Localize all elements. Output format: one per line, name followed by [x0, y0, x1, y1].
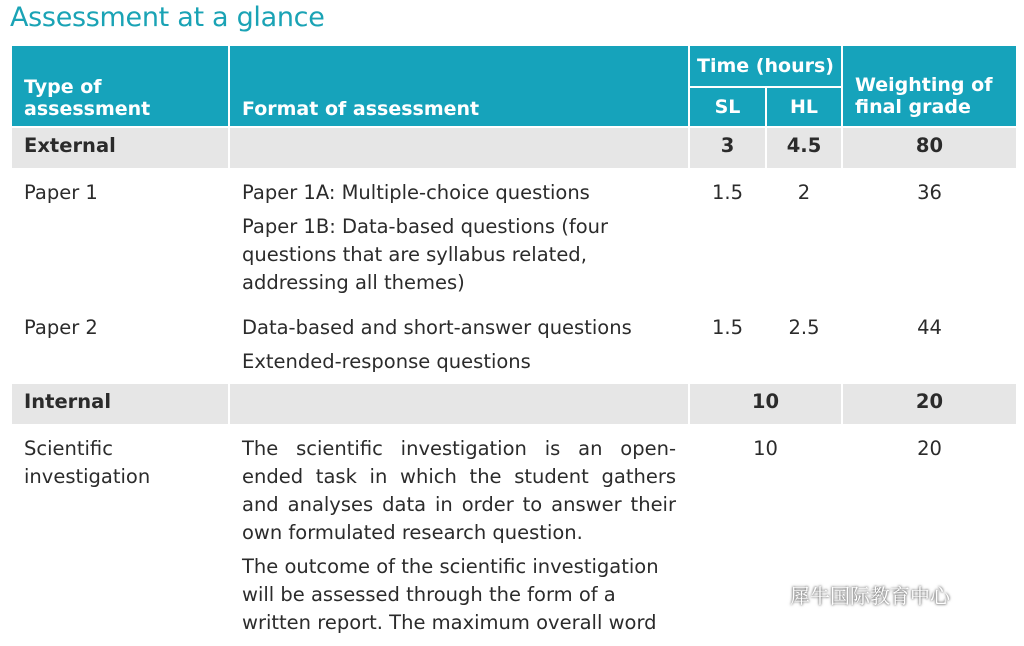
scientific-format-a: The scientific investigation is an open-ended task in which the student gathers and analyses data in order to answer their own formulated research question. — [242, 437, 676, 544]
paper1-format-b: Paper 1B: Data-based questions (four questions that are syllabus related, addressing all themes) — [242, 215, 609, 294]
external-format — [229, 127, 689, 169]
paper2-hl: 2.5 — [766, 304, 842, 383]
row-external — [11, 127, 1017, 169]
paper2-label: Paper 2 — [11, 304, 229, 383]
wechat-icon — [758, 584, 784, 606]
paper2-format-b: Extended-response questions — [242, 350, 531, 373]
external-weight: 80 — [842, 127, 1017, 169]
row-internal — [11, 383, 1017, 425]
paper1-format-a: Paper 1A: Multiple-choice questions — [242, 181, 590, 204]
internal-label: Internal — [11, 383, 229, 425]
paper1-hl: 2 — [766, 169, 842, 304]
paper2-format — [229, 304, 689, 383]
internal-weight: 20 — [842, 383, 1017, 425]
internal-time: 10 — [689, 383, 842, 425]
scientific-weight: 20 — [842, 425, 1017, 645]
row-paper2 — [11, 304, 1017, 383]
scientific-format — [229, 425, 689, 645]
header-format: Format of assessment — [229, 45, 689, 127]
page-title: Assessment at a glance — [10, 2, 325, 33]
header-time: Time (hours) — [689, 45, 842, 87]
paper2-sl: 1.5 — [689, 304, 766, 383]
row-paper1 — [11, 169, 1017, 304]
external-sl: 3 — [689, 127, 766, 169]
header-weighting: Weighting of final grade — [842, 45, 1017, 127]
paper1-weight: 36 — [842, 169, 1017, 304]
header-sl: SL — [689, 87, 766, 127]
paper1-sl: 1.5 — [689, 169, 766, 304]
row-scientific — [11, 425, 1017, 645]
header-hl: HL — [766, 87, 842, 127]
header-type: Type of assessment — [11, 45, 229, 127]
paper1-label: Paper 1 — [11, 169, 229, 304]
scientific-time: 10 — [689, 425, 842, 645]
watermark — [758, 580, 950, 609]
internal-format — [229, 383, 689, 425]
paper2-weight: 44 — [842, 304, 1017, 383]
paper2-format-a: Data-based and short-answer questions — [242, 316, 632, 339]
external-hl: 4.5 — [766, 127, 842, 169]
scientific-format-b: The outcome of the scientific investigation will be assessed through the form of a written report. The maximum overall word — [242, 555, 659, 634]
paper1-format — [229, 169, 689, 304]
assessment-table — [10, 44, 1018, 646]
external-label: External — [11, 127, 229, 169]
watermark-text: 犀牛国际教育中心 — [790, 584, 950, 608]
scientific-label: Scientific investigation — [11, 425, 229, 645]
